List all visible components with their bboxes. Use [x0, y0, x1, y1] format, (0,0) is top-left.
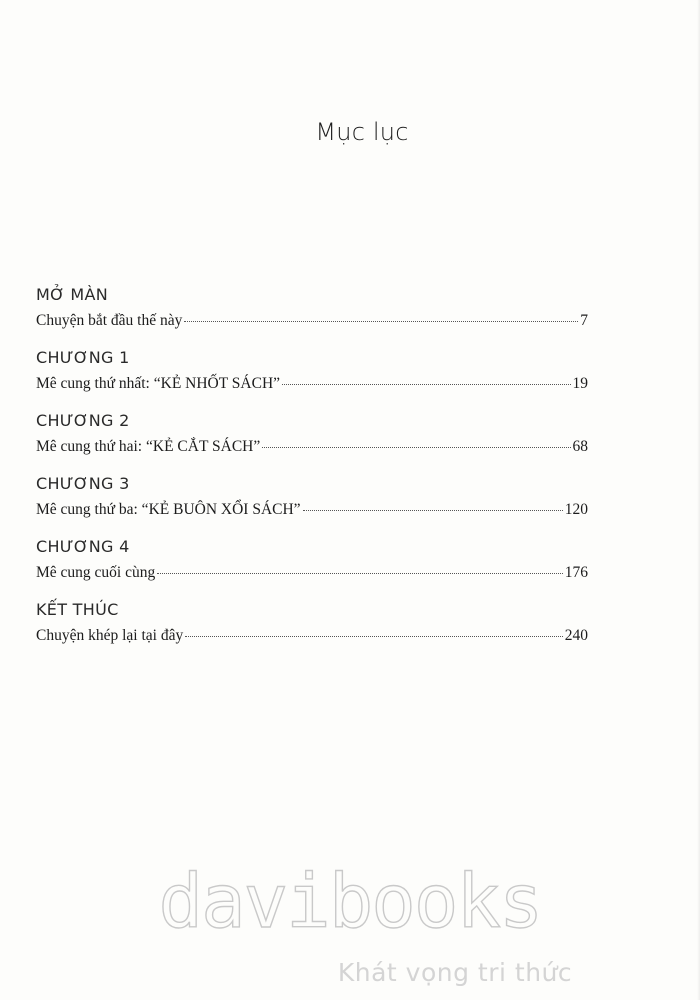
toc-page-number: 7 [580, 312, 588, 329]
toc-entry-title: Mê cung cuối cùng [36, 564, 156, 581]
toc-heading: CHƯƠNG 3 [36, 474, 130, 493]
toc-heading: CHƯƠNG 1 [36, 348, 130, 367]
toc-page-number: 68 [572, 438, 588, 455]
watermark-brand: davibooks [158, 859, 542, 945]
toc-entry [36, 373, 588, 395]
toc-page-number: 176 [564, 564, 588, 581]
toc-section-chapter-2 [36, 410, 588, 458]
toc-heading: MỞ MÀN [36, 285, 109, 304]
toc-entry-title: Mê cung thứ nhất: “KẺ NHỐT SÁCH” [36, 375, 281, 392]
toc-entry [36, 436, 588, 458]
dot-leader [262, 446, 570, 448]
toc-entry [36, 499, 588, 521]
dot-leader [184, 320, 578, 322]
toc-entry-title: Chuyện khép lại tại đây [36, 627, 184, 644]
toc-entry [36, 310, 588, 332]
toc-entry [36, 625, 588, 647]
toc-entry-title: Mê cung thứ hai: “KẺ CẮT SÁCH” [36, 438, 261, 455]
toc-entry-title: Chuyện bắt đầu thế này [36, 312, 183, 329]
toc-section-epilogue [36, 599, 588, 647]
toc-section-chapter-1 [36, 347, 588, 395]
table-of-contents [36, 284, 588, 662]
dot-leader [303, 509, 563, 511]
toc-entry-title: Mê cung thứ ba: “KẺ BUÔN XỔI SÁCH” [36, 501, 301, 518]
watermark-tagline: Khát vọng tri thức [337, 958, 573, 987]
toc-heading: KẾT THÚC [36, 600, 119, 619]
dot-leader [185, 635, 563, 637]
toc-page-number: 240 [564, 627, 588, 644]
dot-leader [282, 383, 570, 385]
page-title: Mục lục [315, 118, 409, 146]
toc-heading: CHƯƠNG 2 [36, 411, 130, 430]
toc-entry [36, 562, 588, 584]
toc-page-number: 120 [564, 501, 588, 518]
toc-section-prologue [36, 284, 588, 332]
toc-section-chapter-3 [36, 473, 588, 521]
toc-heading: CHƯƠNG 4 [36, 537, 130, 556]
toc-page-number: 19 [572, 375, 588, 392]
toc-section-chapter-4 [36, 536, 588, 584]
dot-leader [157, 572, 563, 574]
